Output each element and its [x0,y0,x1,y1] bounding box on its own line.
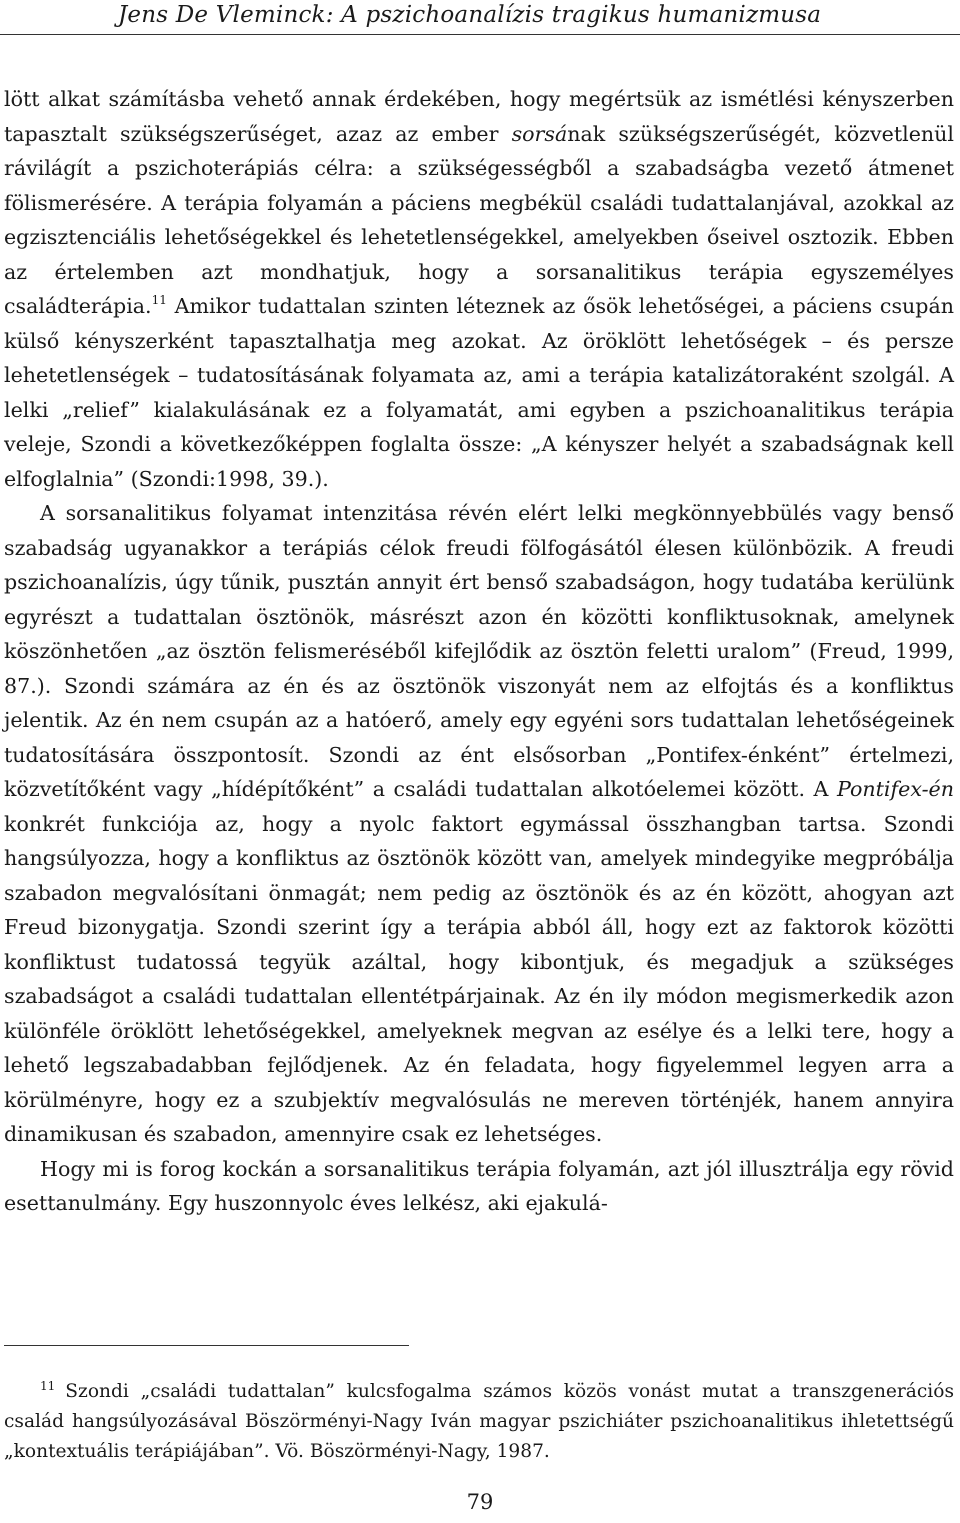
paragraph-2-part-b: konkrét funkciója az, hogy a nyolc faktort egymással összhangban tartsa. Szondi hangsúlyozza, hogy a konfliktus az ösztönök között van, amelyek mindegyike megpróbálja szabadon megvalósítani önmagát; nem pedig az ösztönök és az én között, ahogyan azt Freud bizonygatja. Szondi szerint így a terápia abból áll, hogy ezt az faktorok közötti konfliktust tudatossá tegyük azáltal, hogy kibontjuk, és megadjuk a szükséges szabadságot a családi tudattalan ellentétpárjainak. Az én ily módon megismerkedik azon különféle öröklött lehetőségekkel, amelyeknek megvan az esélye és a lelki tere, hogy a lehető legszabadabban fejlődjenek. Az én feladata, hogy figyelemmel legyen arra a körülményre, hogy ez a szubjektív megvalósulás ne mereven történjék, hanem annyira dinamikusan és szabadon, amennyire csak ez lehetséges. [4,811,954,1146]
emphasis-sorsa: sorsá [511,121,568,146]
paragraph-1-part-b: nak szükségszerűségét, közvetlenül rávilágít a pszichoterápiás célra: a szükségességből a szabadságba vezető átmenet fölismerésére. A terápia folyamán a páciens megbékül családi tudattalanjával, azokkal az egzisztenciális lehetőségekkel és lehetetlenségekkel, amelyekben őseivel osztozik. Ebben az értelemben azt mondhatjuk, hogy a sorsanalitikus terápia egyszemélyes családterápia. [4,121,954,318]
paragraph-1-part-a: lött alkat számításba vehető annak érdekében, hogy megértsük az ismétlési kényszerben tapasztalt szükségszerűséget, azaz az ember [4,87,954,146]
body-text [4,82,954,1221]
page-number: 79 [466,1490,494,1514]
footnote-rule [4,1345,409,1346]
footnote-number: 11 [40,1379,56,1393]
footnote [4,1377,954,1467]
running-header: Jens De Vleminck: A pszichoanalízis tragikus humanizmusa [118,2,822,28]
paragraph-2 [4,496,954,1152]
header-rule [0,34,960,35]
footnote-reference[interactable]: 11 [151,293,167,307]
emphasis-pontifex-en: Pontifex-én [836,777,954,801]
paragraph-3: Hogy mi is forog kockán a sorsanalitikus terápia folyamán, azt jól illusztrálja egy rövid esettanulmány. Egy huszonnyolc éves lelkész, aki ejakulá- [4,1156,954,1215]
paragraph-1 [4,82,954,496]
footnote-text: Szondi „családi tudattalan” kulcsfogalma számos közös vonást mutat a transzgenerációs család hangsúlyozásával Böszörményi-Nagy Iván magyar pszichiáter pszichoanalitikus ihletettségű „kontextuális terápiájában”. Vö. Böszörményi-Nagy, 1987. [4,1381,954,1462]
paragraph-2-part-a: A sorsanalitikus folyamat intenzitása révén elért lelki megkönnyebbülés vagy benső szabadság ugyanakkor a terápiás célok freudi fölfogásától élesen különbözik. A freudi pszichoanalízis, úgy tűnik, pusztán annyit ért benső szabadságon, hogy tudatába kerülünk egyrészt a tudattalan ösztönök, másrészt azon én közötti konfliktusoknak, amelynek köszönhetően „az ösztön felismeréséből kifejlődik az ösztön feletti uralom” (Freud, 1999, 87.). Szondi számára az én és az ösztönök viszonyát nem az elfojtás és a konfliktus jelentik. Az én nem csupán az a hatóerő, amely egy egyéni sors tudattalan lehetőségeinek tudatosítására összpontosít. Szondi az ént elsősorban „Pontifex-énként” értelmezi, közvetítőként vagy „hídépítőként” a családi tudattalan alkotóelemei között. A [4,501,954,801]
paragraph-1-part-c: Amikor tudattalan szinten léteznek az ősök lehetőségei, a páciens csupán külső kényszerként tapasztalhatja meg azokat. Az öröklött lehetőségek – és persze lehetetlenségek – tudatosításának folyamata az, ami a terápia katalizátoraként szolgál. A lelki „relief” kialakulásának ez a folyamatát, ami egyben a pszichoanalitikus terápia veleje, Szondi a következőképpen foglalta össze: „A kényszer helyét a szabadságnak kell elfoglalnia” (Szondi:1998, 39.). [4,294,954,491]
